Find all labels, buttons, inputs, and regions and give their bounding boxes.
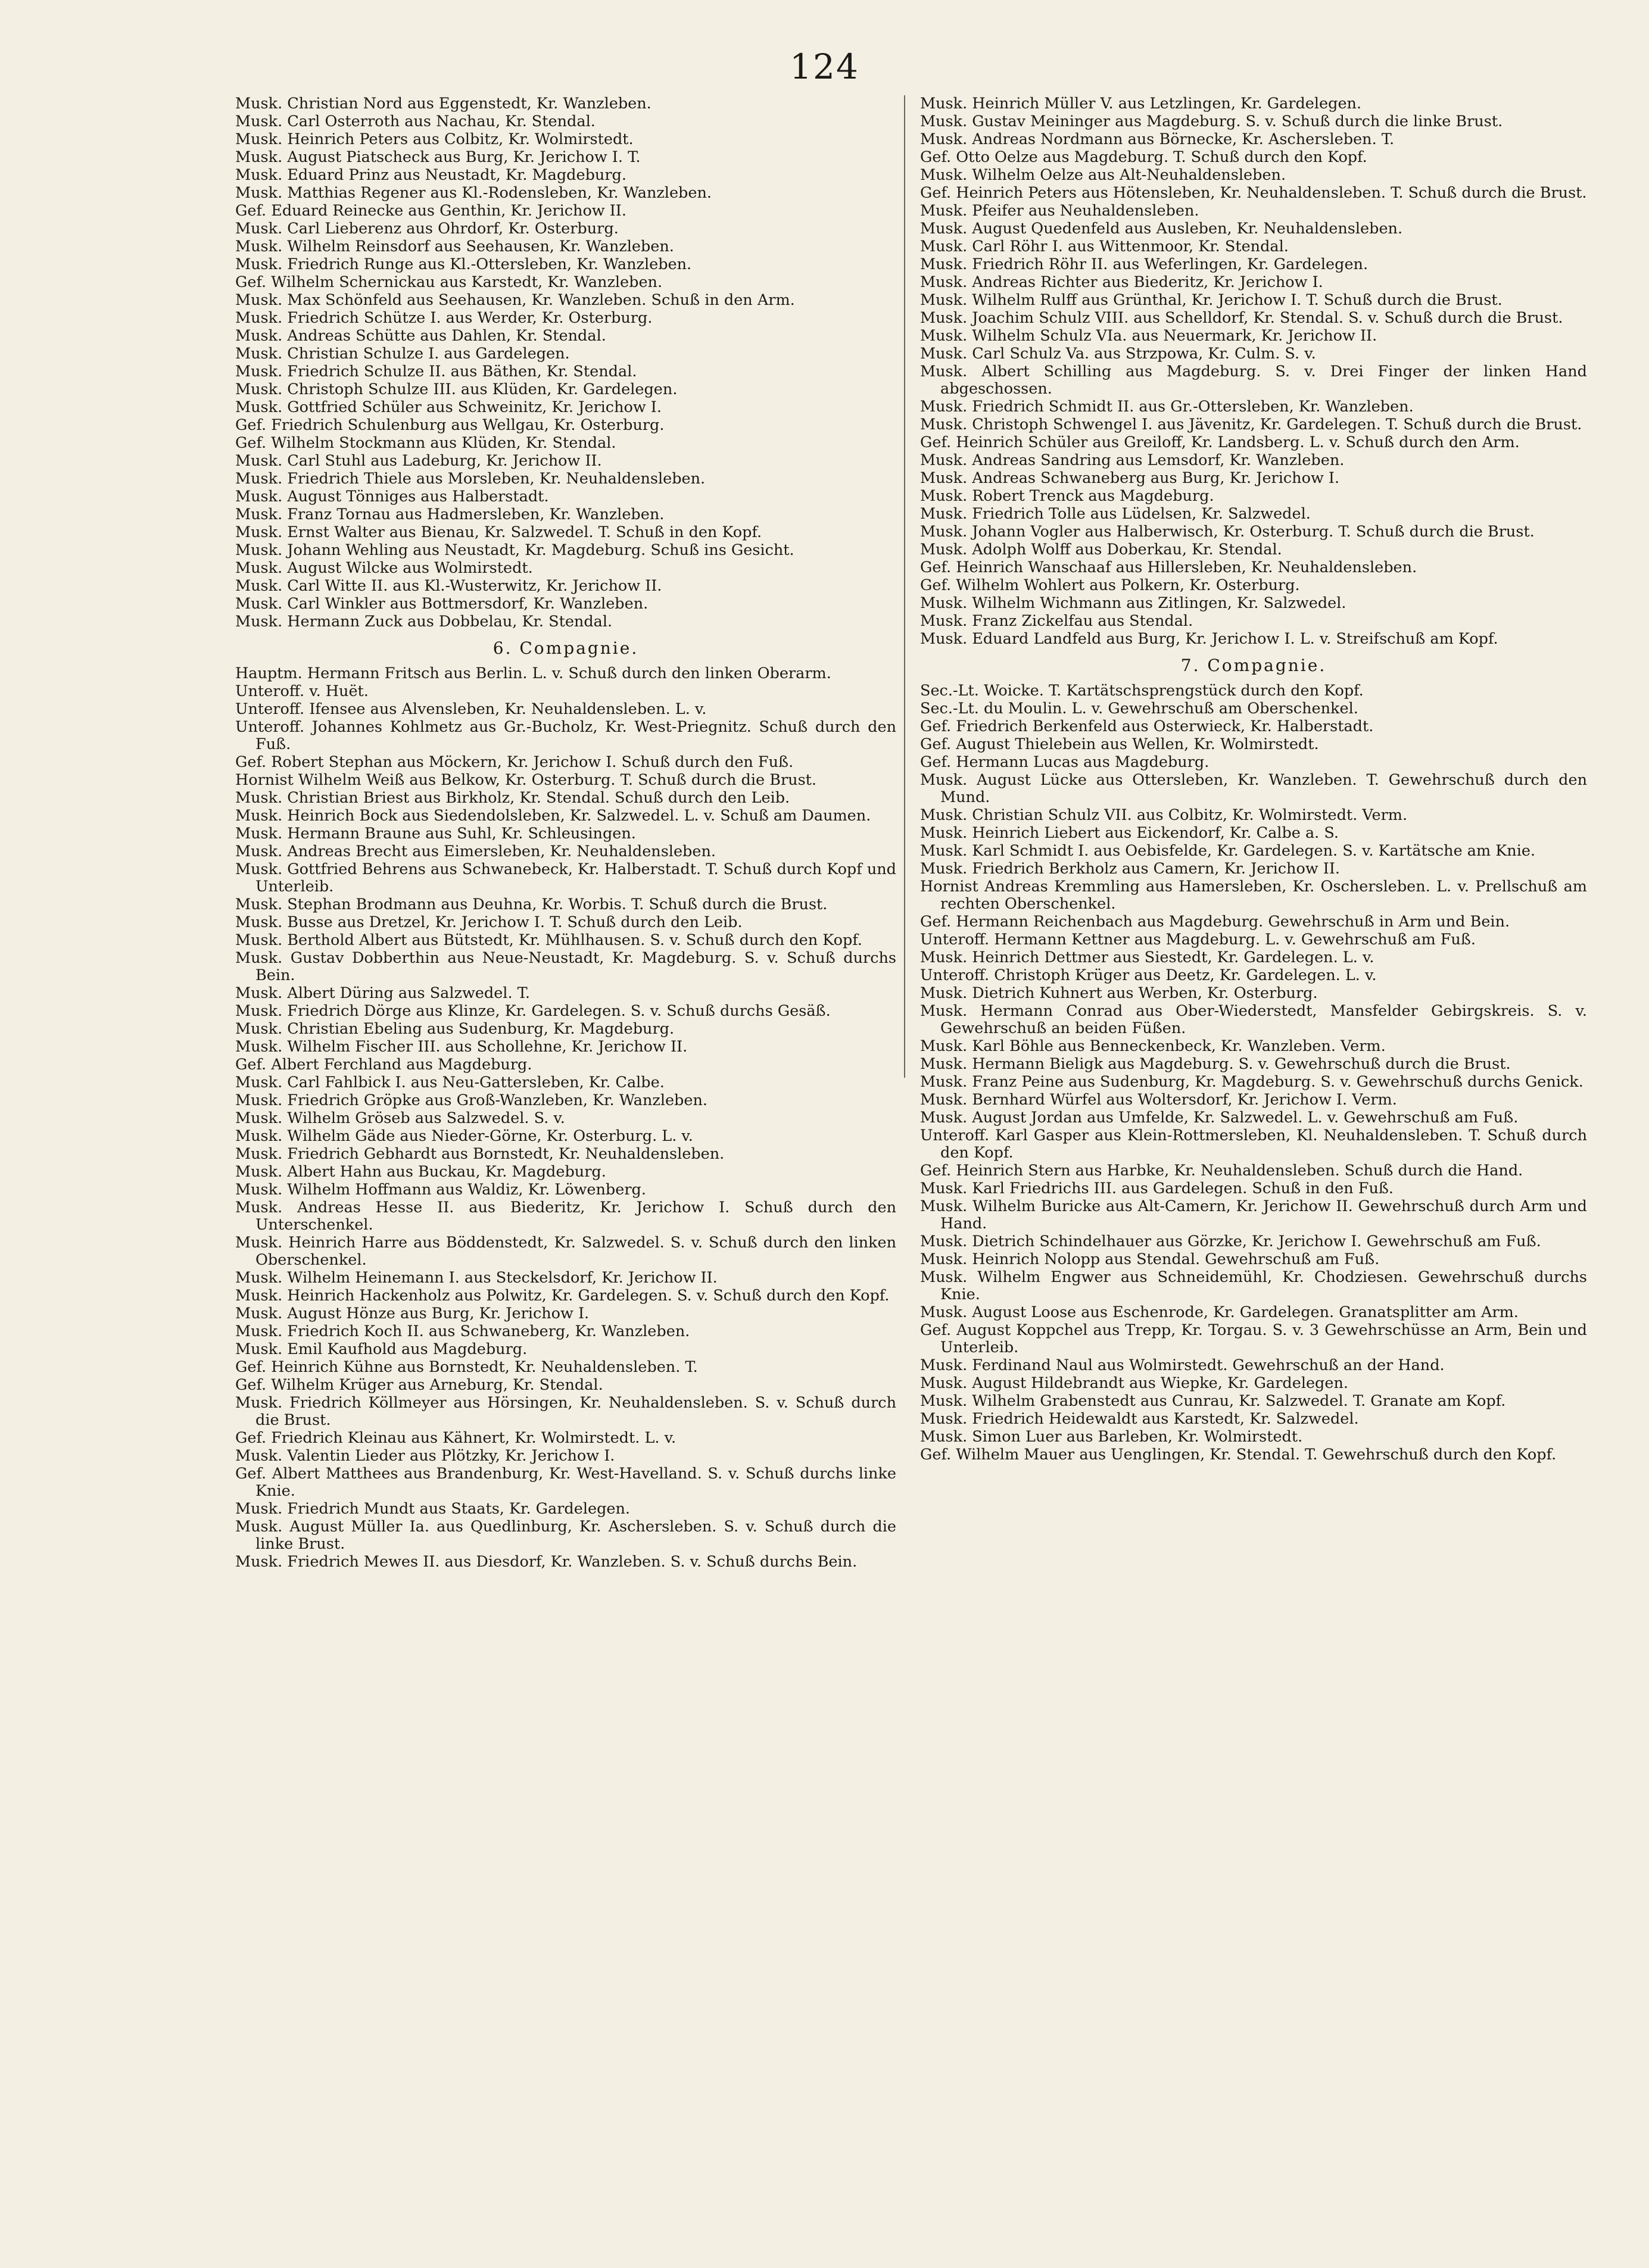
casualty-entry: Musk. Friedrich Dörge aus Klinze, Kr. Gardelegen. S. v. Schuß durchs Gesäß. (235, 1002, 831, 1020)
casualty-entry: Musk. Stephan Brodmann aus Deuhna, Kr. Worbis. T. Schuß durch die Brust. (235, 896, 828, 913)
casualty-entry: Musk. Andreas Richter aus Biederitz, Kr. Jerichow I. (920, 273, 1323, 291)
casualty-entry: Gef. Wilhelm Wohlert aus Polkern, Kr. Osterburg. (920, 576, 1300, 594)
casualty-entry: Musk. Friedrich Mundt aus Staats, Kr. Gardelegen. (235, 1500, 631, 1518)
casualty-entry: Musk. Karl Schmidt I. aus Oebisfelde, Kr. Gardelegen. S. v. Kartätsche am Knie. (920, 842, 1536, 860)
casualty-entry: Gef. Heinrich Kühne aus Bornstedt, Kr. Neuhaldensleben. T. (235, 1358, 698, 1376)
casualty-entry: Unteroff. Ifensee aus Alvensleben, Kr. Neuhaldensleben. L. v. (235, 700, 707, 718)
casualty-entry: Musk. August Piatscheck aus Burg, Kr. Jerichow I. T. (235, 148, 641, 166)
casualty-entry: Musk. Christian Schulz VII. aus Colbitz, Kr. Wolmirstedt. Verm. (920, 806, 1408, 824)
casualty-entry: Musk. August Quedenfeld aus Ausleben, Kr. Neuhaldensleben. (920, 220, 1403, 238)
casualty-entry: Musk. Friedrich Gröpke aus Groß-Wanzleben, Kr. Wanzleben. (235, 1091, 708, 1109)
casualty-entry: Musk. Andreas Schwaneberg aus Burg, Kr. Jerichow I. (920, 469, 1340, 487)
casualty-entry: Musk. Johann Wehling aus Neustadt, Kr. Magdeburg. Schuß ins Gesicht. (235, 541, 794, 559)
casualty-entry: Musk. Wilhelm Engwer aus Schneidemühl, Kr. Chodziesen. Gewehrschuß durchs Knie. (920, 1268, 1587, 1303)
casualty-entry: Musk. Friedrich Tolle aus Lüdelsen, Kr. Salzwedel. (920, 505, 1311, 523)
casualty-entry: Gef. August Koppchel aus Trepp, Kr. Torgau. S. v. 3 Gewehrschüsse an Arm, Bein und Unterleib. (920, 1321, 1587, 1356)
casualty-entry: Musk. August Hildebrandt aus Wiepke, Kr. Gardelegen. (920, 1374, 1349, 1392)
casualty-entry: Musk. Friedrich Schulze II. aus Bäthen, Kr. Stendal. (235, 363, 637, 380)
page-number: 124 (790, 46, 859, 87)
casualty-entry: Unteroff. Christoph Krüger aus Deetz, Kr. Gardelegen. L. v. (920, 966, 1377, 984)
casualty-entry: Musk. Johann Vogler aus Halberwisch, Kr. Osterburg. T. Schuß durch die Brust. (920, 523, 1535, 541)
casualty-entry: Musk. August Wilcke aus Wolmirstedt. (235, 559, 533, 577)
casualty-entry: Musk. Gustav Meininger aus Magdeburg. S. v. Schuß durch die linke Brust. (920, 113, 1503, 130)
casualty-entry: Musk. Franz Zickelfau aus Stendal. (920, 612, 1193, 630)
casualty-entry: Gef. Hermann Reichenbach aus Magdeburg. Gewehrschuß in Arm und Bein. (920, 913, 1510, 931)
casualty-entry: Musk. Wilhelm Heinemann I. aus Steckelsdorf, Kr. Jerichow II. (235, 1269, 718, 1287)
casualty-entry: Musk. Andreas Brecht aus Eimersleben, Kr. Neuhaldensleben. (235, 843, 716, 860)
casualty-entry: Musk. August Jordan aus Umfelde, Kr. Salzwedel. L. v. Gewehrschuß am Fuß. (920, 1109, 1519, 1127)
casualty-entry: Unteroff. Hermann Kettner aus Magdeburg. L. v. Gewehrschuß am Fuß. (920, 931, 1476, 949)
casualty-entry: Musk. Pfeifer aus Neuhaldensleben. (920, 202, 1199, 220)
casualty-entry: Sec.-Lt. du Moulin. L. v. Gewehrschuß am Oberschenkel. (920, 700, 1358, 717)
casualty-entry: Musk. Wilhelm Gäde aus Nieder-Görne, Kr. Osterburg. L. v. (235, 1127, 693, 1145)
section-title-7-compagnie: 7. Compagnie. (1180, 656, 1327, 675)
casualty-entry: Musk. Hermann Zuck aus Dobbelau, Kr. Stendal. (235, 613, 613, 631)
casualty-entry: Musk. Karl Friedrichs III. aus Gardelegen. Schuß in den Fuß. (920, 1180, 1394, 1197)
casualty-entry: Musk. Heinrich Peters aus Colbitz, Kr. Wolmirstedt. (235, 130, 634, 148)
casualty-entry: Gef. August Thielebein aus Wellen, Kr. Wolmirstedt. (920, 735, 1319, 753)
casualty-entry: Musk. Wilhelm Wichmann aus Zitlingen, Kr. Salzwedel. (920, 594, 1346, 612)
casualty-entry: Musk. Wilhelm Gröseb aus Salzwedel. S. v. (235, 1109, 565, 1127)
casualty-entry: Musk. Hermann Conrad aus Ober-Wiederstedt, Mansfelder Gebirgskreis. S. v. Gewehrschuß an beiden Füßen. (920, 1002, 1587, 1037)
casualty-entry: Musk. Friedrich Koch II. aus Schwaneberg, Kr. Wanzleben. (235, 1322, 690, 1340)
casualty-entry: Musk. Carl Röhr I. aus Wittenmoor, Kr. Stendal. (920, 238, 1289, 255)
casualty-list-right-top (920, 95, 1587, 648)
casualty-entry: Gef. Wilhelm Krüger aus Arneburg, Kr. Stendal. (235, 1376, 603, 1394)
casualty-entry: Hornist Andreas Kremmling aus Hamersleben, Kr. Oschersleben. L. v. Prellschuß am rechten Oberschenkel. (920, 878, 1587, 913)
casualty-entry: Unteroff. v. Huët. (235, 682, 369, 700)
casualty-entry: Gef. Wilhelm Schernickau aus Karstedt, Kr. Wanzleben. (235, 273, 663, 291)
casualty-entry: Musk. Andreas Sandring aus Lemsdorf, Kr. Wanzleben. (920, 451, 1345, 469)
casualty-entry: Musk. Christian Nord aus Eggenstedt, Kr. Wanzleben. (235, 95, 652, 113)
casualty-entry: Musk. Wilhelm Grabenstedt aus Cunrau, Kr. Salzwedel. T. Granate am Kopf. (920, 1392, 1506, 1410)
casualty-entry: Musk. Christian Briest aus Birkholz, Kr. Stendal. Schuß durch den Leib. (235, 789, 790, 807)
casualty-entry: Musk. Carl Lieberenz aus Ohrdorf, Kr. Osterburg. (235, 220, 619, 238)
casualty-entry: Musk. Adolph Wolff aus Doberkau, Kr. Stendal. (920, 541, 1282, 559)
casualty-entry: Musk. Friedrich Schütze I. aus Werder, Kr. Osterburg. (235, 309, 653, 327)
casualty-entry: Musk. Friedrich Köllmeyer aus Hörsingen, Kr. Neuhaldensleben. S. v. Schuß durch die Brust. (235, 1394, 896, 1429)
casualty-entry: Musk. Albert Düring aus Salzwedel. T. (235, 984, 531, 1002)
casualty-entry: Gef. Albert Ferchland aus Magdeburg. (235, 1056, 532, 1074)
left-column (235, 95, 896, 1571)
casualty-entry: Musk. Eduard Prinz aus Neustadt, Kr. Magdeburg. (235, 166, 626, 184)
casualty-entry: Musk. August Müller Ia. aus Quedlinburg, Kr. Aschersleben. S. v. Schuß durch die linke Brust. (235, 1518, 896, 1553)
casualty-entry: Musk. Gottfried Behrens aus Schwanebeck, Kr. Halberstadt. T. Schuß durch Kopf und Unterleib. (235, 860, 896, 896)
casualty-entry: Musk. Bernhard Würfel aus Woltersdorf, Kr. Jerichow I. Verm. (920, 1091, 1397, 1109)
casualty-entry: Musk. Albert Schilling aus Magdeburg. S. v. Drei Finger der linken Hand abgeschossen. (920, 363, 1587, 398)
casualty-entry: Musk. Friedrich Mewes II. aus Diesdorf, Kr. Wanzleben. S. v. Schuß durchs Bein. (235, 1553, 858, 1571)
casualty-entry: Musk. Wilhelm Reinsdorf aus Seehausen, Kr. Wanzleben. (235, 238, 674, 255)
casualty-entry: Musk. Christoph Schulze III. aus Klüden, Kr. Gardelegen. (235, 380, 678, 398)
casualty-entry: Musk. Franz Peine aus Sudenburg, Kr. Magdeburg. S. v. Gewehrschuß durchs Genick. (920, 1073, 1583, 1091)
casualty-entry: Musk. Eduard Landfeld aus Burg, Kr. Jerichow I. L. v. Streifschuß am Kopf. (920, 630, 1498, 648)
casualty-entry: Gef. Otto Oelze aus Magdeburg. T. Schuß durch den Kopf. (920, 148, 1367, 166)
casualty-entry: Musk. Heinrich Dettmer aus Siestedt, Kr. Gardelegen. L. v. (920, 949, 1374, 966)
casualty-entry: Musk. Carl Schulz Va. aus Strzpowa, Kr. Culm. S. v. (920, 345, 1316, 363)
casualty-entry: Gef. Wilhelm Mauer aus Uenglingen, Kr. Stendal. T. Gewehrschuß durch den Kopf. (920, 1446, 1557, 1464)
casualty-entry: Musk. Wilhelm Schulz VIa. aus Neuermark, Kr. Jerichow II. (920, 327, 1377, 345)
casualty-entry: Hornist Wilhelm Weiß aus Belkow, Kr. Osterburg. T. Schuß durch die Brust. (235, 771, 817, 789)
casualty-entry: Musk. Dietrich Schindelhauer aus Görzke, Kr. Jerichow I. Gewehrschuß am Fuß. (920, 1233, 1541, 1250)
casualty-entry: Gef. Hermann Lucas aus Magdeburg. (920, 753, 1210, 771)
casualty-entry: Musk. August Tönniges aus Halberstadt. (235, 488, 549, 506)
casualty-entry: Musk. Heinrich Bock aus Siedendolsleben, Kr. Salzwedel. L. v. Schuß am Daumen. (235, 807, 871, 825)
casualty-entry: Musk. Christian Schulze I. aus Gardelegen. (235, 345, 570, 363)
casualty-entry: Musk. Valentin Lieder aus Plötzky, Kr. Jerichow I. (235, 1447, 615, 1465)
casualty-entry: Musk. Robert Trenck aus Magdeburg. (920, 487, 1214, 505)
casualty-entry: Musk. Gustav Dobberthin aus Neue-Neustadt, Kr. Magdeburg. S. v. Schuß durchs Bein. (235, 949, 896, 984)
casualty-entry: Musk. Friedrich Runge aus Kl.-Ottersleben, Kr. Wanzleben. (235, 255, 692, 273)
right-column (920, 95, 1587, 1464)
casualty-entry: Musk. Carl Stuhl aus Ladeburg, Kr. Jerichow II. (235, 452, 602, 470)
casualty-entry: Musk. Friedrich Röhr II. aus Weferlingen, Kr. Gardelegen. (920, 255, 1369, 273)
casualty-entry: Musk. Friedrich Thiele aus Morsleben, Kr. Neuhaldensleben. (235, 470, 706, 488)
casualty-entry: Musk. Max Schönfeld aus Seehausen, Kr. Wanzleben. Schuß in den Arm. (235, 291, 795, 309)
casualty-entry: Unteroff. Karl Gasper aus Klein-Rottmersleben, Kl. Neuhaldensleben. T. Schuß durch den Kopf. (920, 1127, 1587, 1162)
casualty-entry: Musk. Andreas Hesse II. aus Biederitz, Kr. Jerichow I. Schuß durch den Unterschenkel. (235, 1199, 896, 1234)
column-divider (904, 95, 905, 1078)
casualty-entry: Musk. Heinrich Liebert aus Eickendorf, Kr. Calbe a. S. (920, 824, 1339, 842)
casualty-entry: Musk. Wilhelm Fischer III. aus Schollehne, Kr. Jerichow II. (235, 1038, 688, 1056)
casualty-entry: Gef. Eduard Reinecke aus Genthin, Kr. Jerichow II. (235, 202, 626, 220)
casualty-entry: Musk. Franz Tornau aus Hadmersleben, Kr. Wanzleben. (235, 506, 665, 523)
casualty-entry: Musk. Ernst Walter aus Bienau, Kr. Salzwedel. T. Schuß in den Kopf. (235, 523, 762, 541)
casualty-entry: Gef. Heinrich Schüler aus Greiloff, Kr. Landsberg. L. v. Schuß durch den Arm. (920, 433, 1520, 451)
casualty-entry: Unteroff. Johannes Kohlmetz aus Gr.-Bucholz, Kr. West-Priegnitz. Schuß durch den Fuß. (235, 718, 896, 753)
casualty-entry: Musk. Karl Böhle aus Benneckenbeck, Kr. Wanzleben. Verm. (920, 1037, 1386, 1055)
casualty-entry: Musk. Heinrich Harre aus Böddenstedt, Kr. Salzwedel. S. v. Schuß durch den linken Oberschenkel. (235, 1234, 896, 1269)
casualty-entry: Musk. Hermann Braune aus Suhl, Kr. Schleusingen. (235, 825, 636, 843)
casualty-entry: Sec.-Lt. Woicke. T. Kartätschsprengstück durch den Kopf. (920, 682, 1364, 700)
casualty-entry: Musk. Berthold Albert aus Bütstedt, Kr. Mühlhausen. S. v. Schuß durch den Kopf. (235, 931, 862, 949)
casualty-entry: Gef. Wilhelm Stockmann aus Klüden, Kr. Stendal. (235, 434, 616, 452)
casualty-entry: Musk. Simon Luer aus Barleben, Kr. Wolmirstedt. (920, 1428, 1303, 1446)
casualty-entry: Musk. Carl Witte II. aus Kl.-Wusterwitz, Kr. Jerichow II. (235, 577, 662, 595)
casualty-list-left-top (235, 95, 896, 631)
casualty-entry: Musk. Christian Ebeling aus Sudenburg, Kr. Magdeburg. (235, 1020, 675, 1038)
casualty-entry: Musk. Carl Winkler aus Bottmersdorf, Kr. Wanzleben. (235, 595, 649, 613)
casualty-entry: Musk. Heinrich Nolopp aus Stendal. Gewehrschuß am Fuß. (920, 1250, 1380, 1268)
casualty-list-7-compagnie (920, 682, 1587, 1464)
casualty-entry: Musk. Emil Kaufhold aus Magdeburg. (235, 1340, 528, 1358)
casualty-entry: Musk. Wilhelm Buricke aus Alt-Camern, Kr. Jerichow II. Gewehrschuß durch Arm und Hand. (920, 1197, 1587, 1233)
casualty-entry: Musk. Wilhelm Hoffmann aus Waldiz, Kr. Löwenberg. (235, 1181, 646, 1199)
casualty-entry: Musk. Friedrich Schmidt II. aus Gr.-Ottersleben, Kr. Wanzleben. (920, 398, 1414, 416)
casualty-entry: Musk. Gottfried Schüler aus Schweinitz, Kr. Jerichow I. (235, 398, 662, 416)
casualty-entry: Musk. August Loose aus Eschenrode, Kr. Gardelegen. Granatsplitter am Arm. (920, 1303, 1519, 1321)
casualty-entry: Musk. Hermann Bieligk aus Magdeburg. S. v. Gewehrschuß durch die Brust. (920, 1055, 1511, 1073)
casualty-entry: Musk. Wilhelm Oelze aus Alt-Neuhaldensleben. (920, 166, 1286, 184)
casualty-entry: Musk. Carl Fahlbick I. aus Neu-Gattersleben, Kr. Calbe. (235, 1074, 665, 1091)
casualty-entry: Gef. Friedrich Schulenburg aus Wellgau, Kr. Osterburg. (235, 416, 665, 434)
casualty-entry: Gef. Albert Matthees aus Brandenburg, Kr. West-Havelland. S. v. Schuß durchs linke Knie. (235, 1465, 896, 1500)
casualty-entry: Musk. August Hönze aus Burg, Kr. Jerichow I. (235, 1305, 590, 1322)
casualty-entry: Gef. Robert Stephan aus Möckern, Kr. Jerichow I. Schuß durch den Fuß. (235, 753, 794, 771)
casualty-entry: Gef. Heinrich Wanschaaf aus Hillersleben, Kr. Neuhaldensleben. (920, 559, 1417, 576)
casualty-entry: Musk. Andreas Nordmann aus Börnecke, Kr. Aschersleben. T. (920, 130, 1395, 148)
casualty-entry: Musk. Friedrich Heidewaldt aus Karstedt, Kr. Salzwedel. (920, 1410, 1359, 1428)
casualty-entry: Hauptm. Hermann Fritsch aus Berlin. L. v. Schuß durch den linken Oberarm. (235, 665, 831, 682)
casualty-entry: Musk. Heinrich Müller V. aus Letzlingen, Kr. Gardelegen. (920, 95, 1362, 113)
casualty-entry: Gef. Heinrich Peters aus Hötensleben, Kr. Neuhaldensleben. T. Schuß durch die Brust. (920, 184, 1587, 202)
casualty-entry: Gef. Heinrich Stern aus Harbke, Kr. Neuhaldensleben. Schuß durch die Hand. (920, 1162, 1523, 1180)
casualty-entry: Musk. Dietrich Kuhnert aus Werben, Kr. Osterburg. (920, 984, 1318, 1002)
casualty-entry: Musk. Carl Osterroth aus Nachau, Kr. Stendal. (235, 113, 596, 130)
casualty-entry: Musk. Joachim Schulz VIII. aus Schelldorf, Kr. Stendal. S. v. Schuß durch die Brust. (920, 309, 1563, 327)
casualty-entry: Musk. Wilhelm Rulff aus Grünthal, Kr. Jerichow I. T. Schuß durch die Brust. (920, 291, 1503, 309)
casualty-entry: Musk. Friedrich Gebhardt aus Bornstedt, Kr. Neuhaldensleben. (235, 1145, 725, 1163)
casualty-list-6-compagnie (235, 665, 896, 1571)
casualty-entry: Musk. Albert Hahn aus Buckau, Kr. Magdeburg. (235, 1163, 606, 1181)
casualty-entry: Musk. Christoph Schwengel I. aus Jävenitz, Kr. Gardelegen. T. Schuß durch die Brust. (920, 416, 1582, 433)
casualty-entry: Gef. Friedrich Berkenfeld aus Osterwieck, Kr. Halberstadt. (920, 717, 1374, 735)
casualty-entry: Musk. Andreas Schütte aus Dahlen, Kr. Stendal. (235, 327, 606, 345)
section-title-6-compagnie: 6. Compagnie. (492, 638, 639, 658)
casualty-entry: Musk. August Lücke aus Ottersleben, Kr. Wanzleben. T. Gewehrschuß durch den Mund. (920, 771, 1587, 806)
casualty-entry: Musk. Heinrich Hackenholz aus Polwitz, Kr. Gardelegen. S. v. Schuß durch den Kopf. (235, 1287, 890, 1305)
casualty-entry: Musk. Busse aus Dretzel, Kr. Jerichow I. T. Schuß durch den Leib. (235, 913, 743, 931)
casualty-entry: Musk. Matthias Regener aus Kl.-Rodensleben, Kr. Wanzleben. (235, 184, 712, 202)
casualty-entry: Gef. Friedrich Kleinau aus Kähnert, Kr. Wolmirstedt. L. v. (235, 1429, 677, 1447)
casualty-entry: Musk. Friedrich Berkholz aus Camern, Kr. Jerichow II. (920, 860, 1341, 878)
casualty-entry: Musk. Ferdinand Naul aus Wolmirstedt. Gewehrschuß an der Hand. (920, 1356, 1445, 1374)
